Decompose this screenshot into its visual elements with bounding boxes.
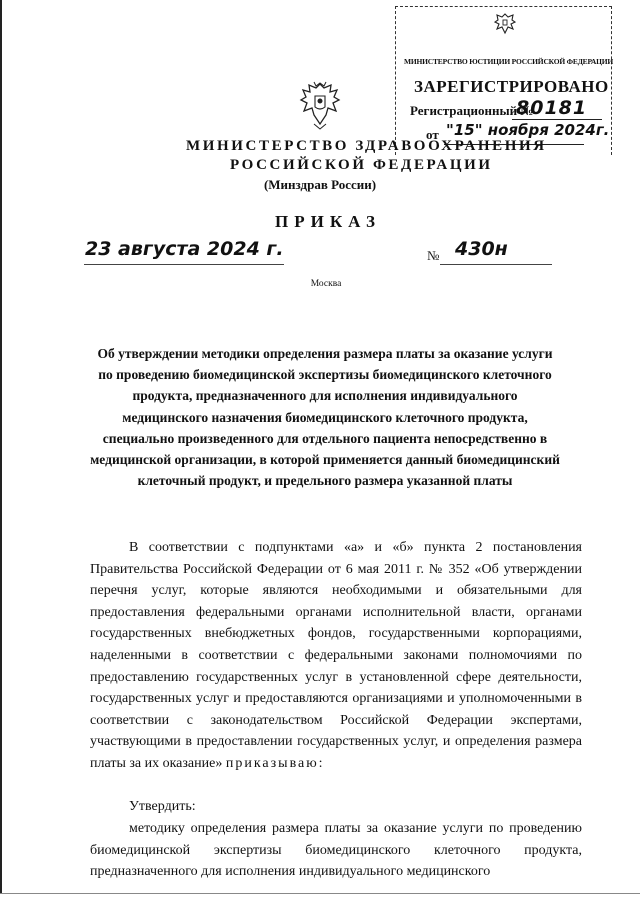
stamp-reg-number-label: Регистрационный № — [410, 103, 534, 118]
order-date-line — [84, 264, 284, 265]
stamp-ministry: МИНИСТЕРСТВО ЮСТИЦИИ РОССИЙСКОЙ ФЕДЕРАЦИИ — [404, 57, 613, 66]
stamp-reg-number: 80181 — [516, 97, 588, 119]
coat-of-arms-icon — [297, 80, 343, 132]
stamp-date-label: от — [426, 127, 439, 142]
stamp-date: "15" ноября 2024г. — [446, 121, 610, 139]
paragraph-1-end: приказываю: — [225, 755, 325, 771]
order-number-sign: № — [427, 248, 440, 263]
scan-edge — [0, 0, 2, 905]
order-date: 23 августа 2024 г. — [85, 238, 284, 260]
stamp-registered: ЗАРЕГИСТРИРОВАНО — [414, 77, 609, 96]
order-title: ПРИКАЗ — [275, 212, 381, 231]
paragraph-1-text: В соответствии с подпунктами «а» и «б» пункта 2 постановления Правительства Российской Федерации от 6 мая 2011 г. № 352 «Об утверждении перечня услуг, которые являются необходимыми и обязательными для предоставления федеральными органами исполнительной власти, органами государственных внебюджетных фондов, государственными корпорациями, наделенными в соответствии с федеральными законами полномочиями по предоставлению государственных услуг в установленной сфере деятельности, государственных услуг и предоставляются организациями и уполномоченными в соответствии с законодательством Российской Федерации экспертами, участвующими в предоставлении государственных услуг, и определения размера платы за их оказание» — [90, 540, 582, 771]
scan-bottom-edge — [0, 893, 640, 906]
ministry-name-line2: РОССИЙСКОЙ ФЕДЕРАЦИИ — [230, 157, 493, 173]
body-paragraph-2: Утвердить: — [129, 799, 196, 814]
stamp-eagle-emblem — [492, 11, 518, 37]
order-number: 430н — [455, 238, 508, 260]
registration-stamp — [395, 6, 612, 155]
stamp-reg-number-line — [512, 119, 602, 120]
order-heading: Об утверждении методики определения размера платы за оказание услуги по проведению биомедицинской экспертизы биомедицинского клеточного продукта, предназначенного для исполнения индивидуального медицинского назначения биомедицинского клеточного продукта, специально произведенного для отдельного пациента непосредственно в медицинской организации, в которой применяется данный биомедицинский клеточный продукт, и предельного размера указанной платы — [90, 346, 560, 489]
ministry-name-line1: МИНИСТЕРСТВО ЗДРАВООХРАНЕНИЯ — [186, 138, 547, 154]
body-paragraph-1 — [90, 537, 582, 775]
order-number-line — [440, 264, 552, 265]
ministry-short-name: (Минздрав России) — [263, 177, 377, 192]
body-paragraph-3: методику определения размера платы за оказание услуги по проведению биомедицинской экспертизы биомедицинского клеточного продукта, предназначенного для исполнения индивидуального медицинского — [90, 821, 582, 880]
city: Москва — [310, 279, 342, 289]
